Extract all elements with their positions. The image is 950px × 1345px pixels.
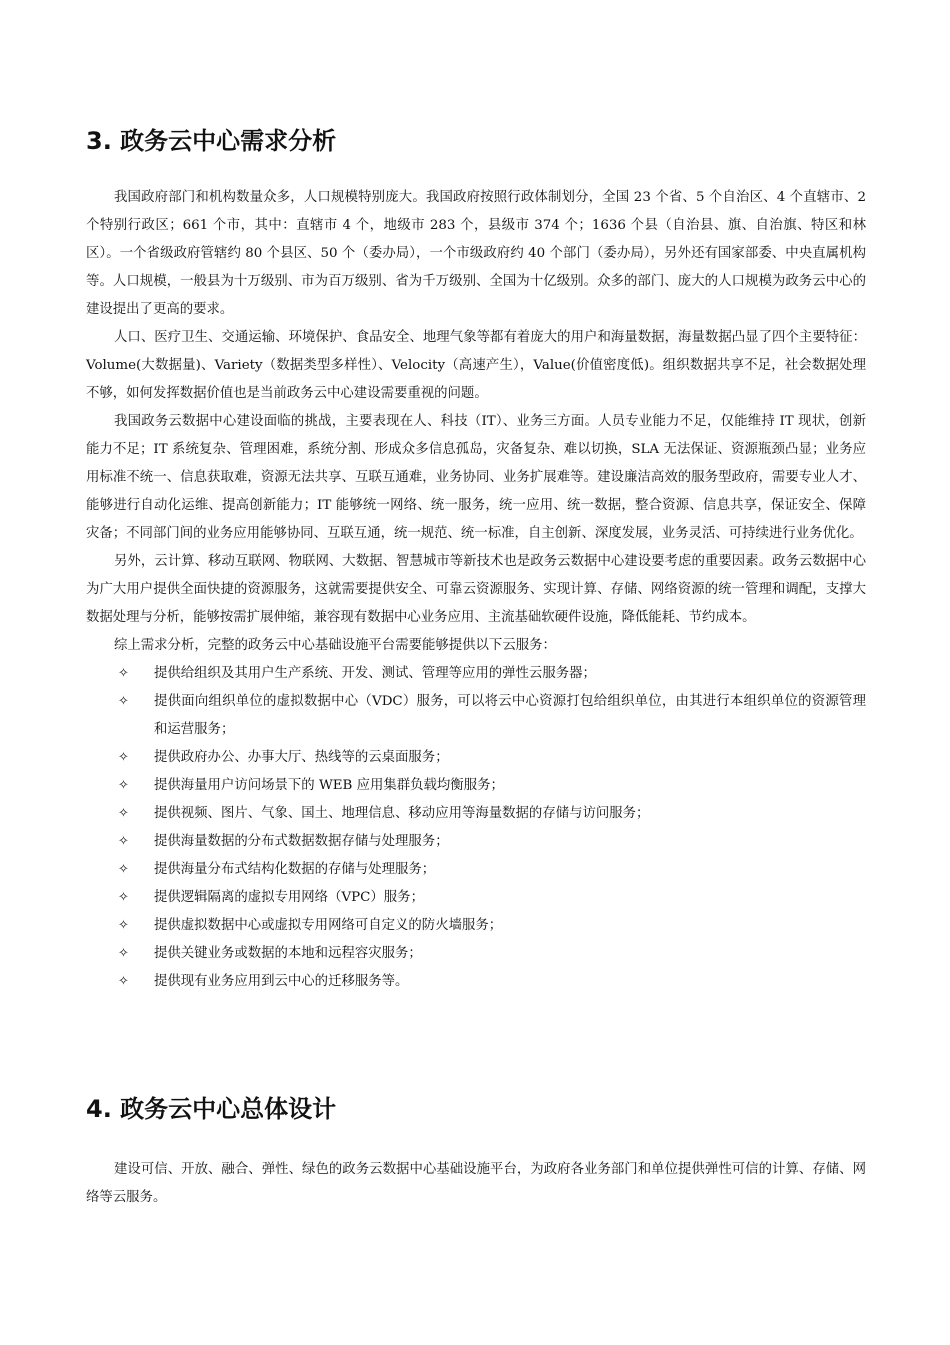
diamond-bullet-icon: ✧ [118,778,129,793]
section-3-paragraph-4: 另外，云计算、移动互联网、物联网、大数据、智慧城市等新技术也是政务云数据中心建设要考虑的重要因素。政务云数据中心为广大用户提供全面快捷的资源服务，这就需要提供安全、可靠云资源服务、实现计算、存储、网络资源的统一管理和调配，支撑大数据处理与分析，能够按需扩展伸缩，兼容现有数据中心业务应用、主流基础软硬件设施，降低能耗、节约成本。 [86,554,866,625]
section-3-body [86,184,866,996]
diamond-bullet-icon: ✧ [118,918,129,933]
list-item [86,912,866,940]
list-item-text: 提供逻辑隔离的虚拟专用网络（VPC）服务； [154,890,424,905]
list-item-text: 提供视频、图片、气象、国土、地理信息、移动应用等海量数据的存储与访问服务； [154,806,650,821]
section-4-heading: 4. 政务云中心总体设计 [86,1095,337,1123]
diamond-bullet-icon: ✧ [118,890,129,905]
list-item-text: 提供政府办公、办事大厅、热线等的云桌面服务； [154,750,449,765]
diamond-bullet-icon: ✧ [118,834,129,849]
section-3-paragraph-5: 综上需求分析，完整的政务云中心基础设施平台需要能够提供以下云服务： [114,638,556,653]
list-item-text: 提供海量用户访问场景下的 WEB 应用集群负载均衡服务； [154,778,504,793]
list-item-text: 提供现有业务应用到云中心的迁移服务等。 [154,974,409,989]
diamond-bullet-icon: ✧ [118,974,129,989]
diamond-bullet-icon: ✧ [118,806,129,821]
list-item [86,800,866,828]
list-item [86,744,866,772]
list-item [86,940,866,968]
list-item [86,884,866,912]
list-item-text: 提供关键业务或数据的本地和远程容灾服务； [154,946,422,961]
list-item-text: 提供给组织及其用户生产系统、开发、测试、管理等应用的弹性云服务器； [154,666,596,681]
list-item [86,688,866,744]
diamond-bullet-icon: ✧ [118,946,129,961]
cloud-services-list [86,660,866,996]
list-item-text: 提供海量分布式结构化数据的存储与处理服务； [154,862,436,877]
diamond-bullet-icon: ✧ [118,694,129,709]
list-item-text: 提供面向组织单位的虚拟数据中心（VDC）服务，可以将云中心资源打包给组织单位，由其进行本组织单位的资源管理和运营服务； [154,694,866,737]
section-3-paragraph-2: 人口、医疗卫生、交通运输、环境保护、食品安全、地理气象等都有着庞大的用户和海量数据，海量数据凸显了四个主要特征：Volume(大数据量)、Variety（数据类型多样性）、Velocity（高速产生），Value(价值密度低)。组织数据共享不足，社会数据处理不够，如何发挥数据价值也是当前政务云中心建设需要重视的问题。 [86,330,866,401]
section-4-paragraph-1: 建设可信、开放、融合、弹性、绿色的政务云数据中心基础设施平台，为政府各业务部门和单位提供弹性可信的计算、存储、网络等云服务。 [86,1162,866,1205]
diamond-bullet-icon: ✧ [118,666,129,681]
diamond-bullet-icon: ✧ [118,750,129,765]
list-item [86,856,866,884]
list-item-text: 提供海量数据的分布式数据数据存储与处理服务； [154,834,449,849]
section-4-body [86,1156,866,1212]
section-3-paragraph-3: 我国政务云数据中心建设面临的挑战，主要表现在人、科技（IT）、业务三方面。人员专业能力不足，仅能维持 IT 现状，创新能力不足；IT 系统复杂、管理困难，系统分割、形成众多信息孤岛，灾备复杂、难以切换，SLA 无法保证、资源瓶颈凸显；业务应用标准不统一、信息获取难，资源无法共享、互联互通难，业务协同、业务扩展难等。建设廉洁高效的服务型政府，需要专业人才、能够进行自动化运维、提高创新能力；IT 能够统一网络、统一服务，统一应用、统一数据，整合资源、信息共享，保证安全、保障灾备；不同部门间的业务应用能够协同、互联互通，统一规范、统一标准，自主创新、深度发展，业务灵活、可持续进行业务优化。 [86,414,866,541]
section-3-heading: 3. 政务云中心需求分析 [86,127,337,155]
list-item [86,772,866,800]
section-3-paragraph-1: 我国政府部门和机构数量众多，人口规模特别庞大。我国政府按照行政体制划分，全国 23 个省、5 个自治区、4 个直辖市、2 个特别行政区；661 个市，其中：直辖市 4 个，地级市 283 个，县级市 374 个；1636 个县（自治县、旗、自治旗、特区和林区）。一个省级政府管辖约 80 个县区、50 个（委办局），一个市级政府约 40 个部门（委办局），另外还有国家部委、中央直属机构等。人口规模，一般县为十万级别、市为百万级别、省为千万级别、全国为十亿级别。众多的部门、庞大的人口规模为政务云中心的建设提出了更高的要求。 [86,190,866,317]
list-item [86,968,866,996]
list-item [86,660,866,688]
list-item-text: 提供虚拟数据中心或虚拟专用网络可自定义的防火墙服务； [154,918,503,933]
list-item [86,828,866,856]
diamond-bullet-icon: ✧ [118,862,129,877]
